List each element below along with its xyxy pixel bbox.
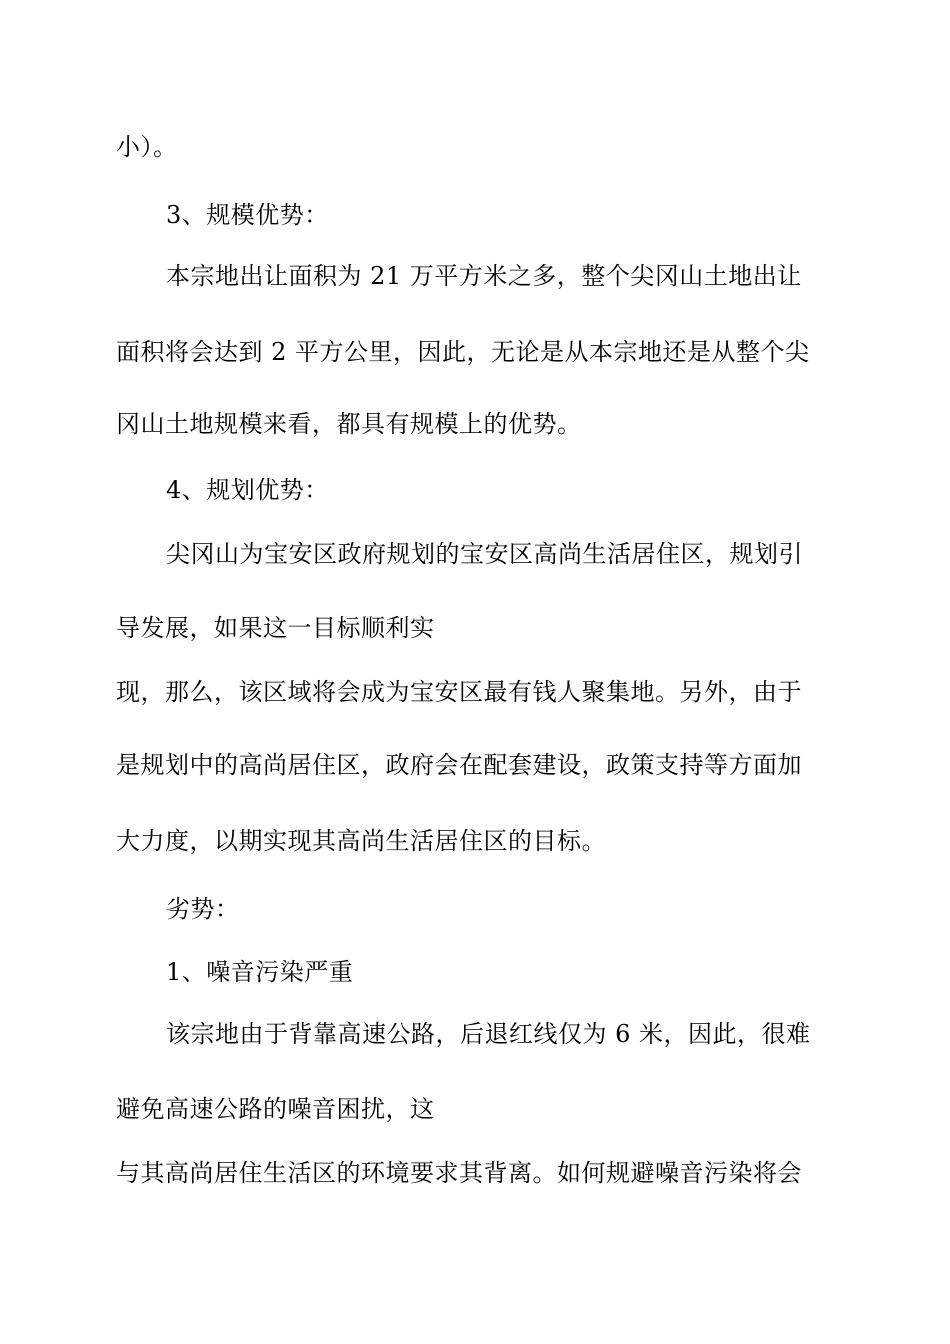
text-line-4: 面积将会达到 2 平方公里，因此，无论是从本宗地还是从整个尖 [116, 338, 810, 366]
text-line-7: 尖冈山为宝安区政府规划的宝安区高尚生活居住区，规划引 [166, 540, 803, 568]
text-line-15: 避免高速公路的噪音困扰，这 [116, 1095, 435, 1123]
heading-planning-advantage: 4、规划优势： [166, 476, 329, 504]
text-line-8: 导发展，如果这一目标顺利实 [116, 614, 435, 642]
text-line-3: 本宗地出让面积为 21 万平方米之多，整个尖冈山土地出让 [166, 262, 802, 290]
text-line-14: 该宗地由于背靠高速公路，后退红线仅为 6 米，因此，很难 [166, 1020, 811, 1048]
text-line-1: 小）。 [116, 133, 178, 161]
heading-scale-advantage: 3、规模优势： [166, 201, 329, 229]
text-line-11: 大力度，以期实现其高尚生活居住区的目标。 [116, 827, 606, 855]
text-line-10: 是规划中的高尚居住区，政府会在配套建设，政策支持等方面加 [116, 751, 802, 779]
text-line-16: 与其高尚居住生活区的环境要求其背离。如何规避噪音污染将会 [116, 1159, 802, 1187]
heading-disadvantages: 劣势： [166, 895, 240, 923]
text-line-5: 冈山土地规模来看，都具有规模上的优势。 [116, 410, 582, 438]
text-line-9: 现，那么，该区域将会成为宝安区最有钱人聚集地。另外，由于 [116, 678, 802, 706]
heading-noise-pollution: 1、噪音污染严重 [166, 958, 354, 986]
